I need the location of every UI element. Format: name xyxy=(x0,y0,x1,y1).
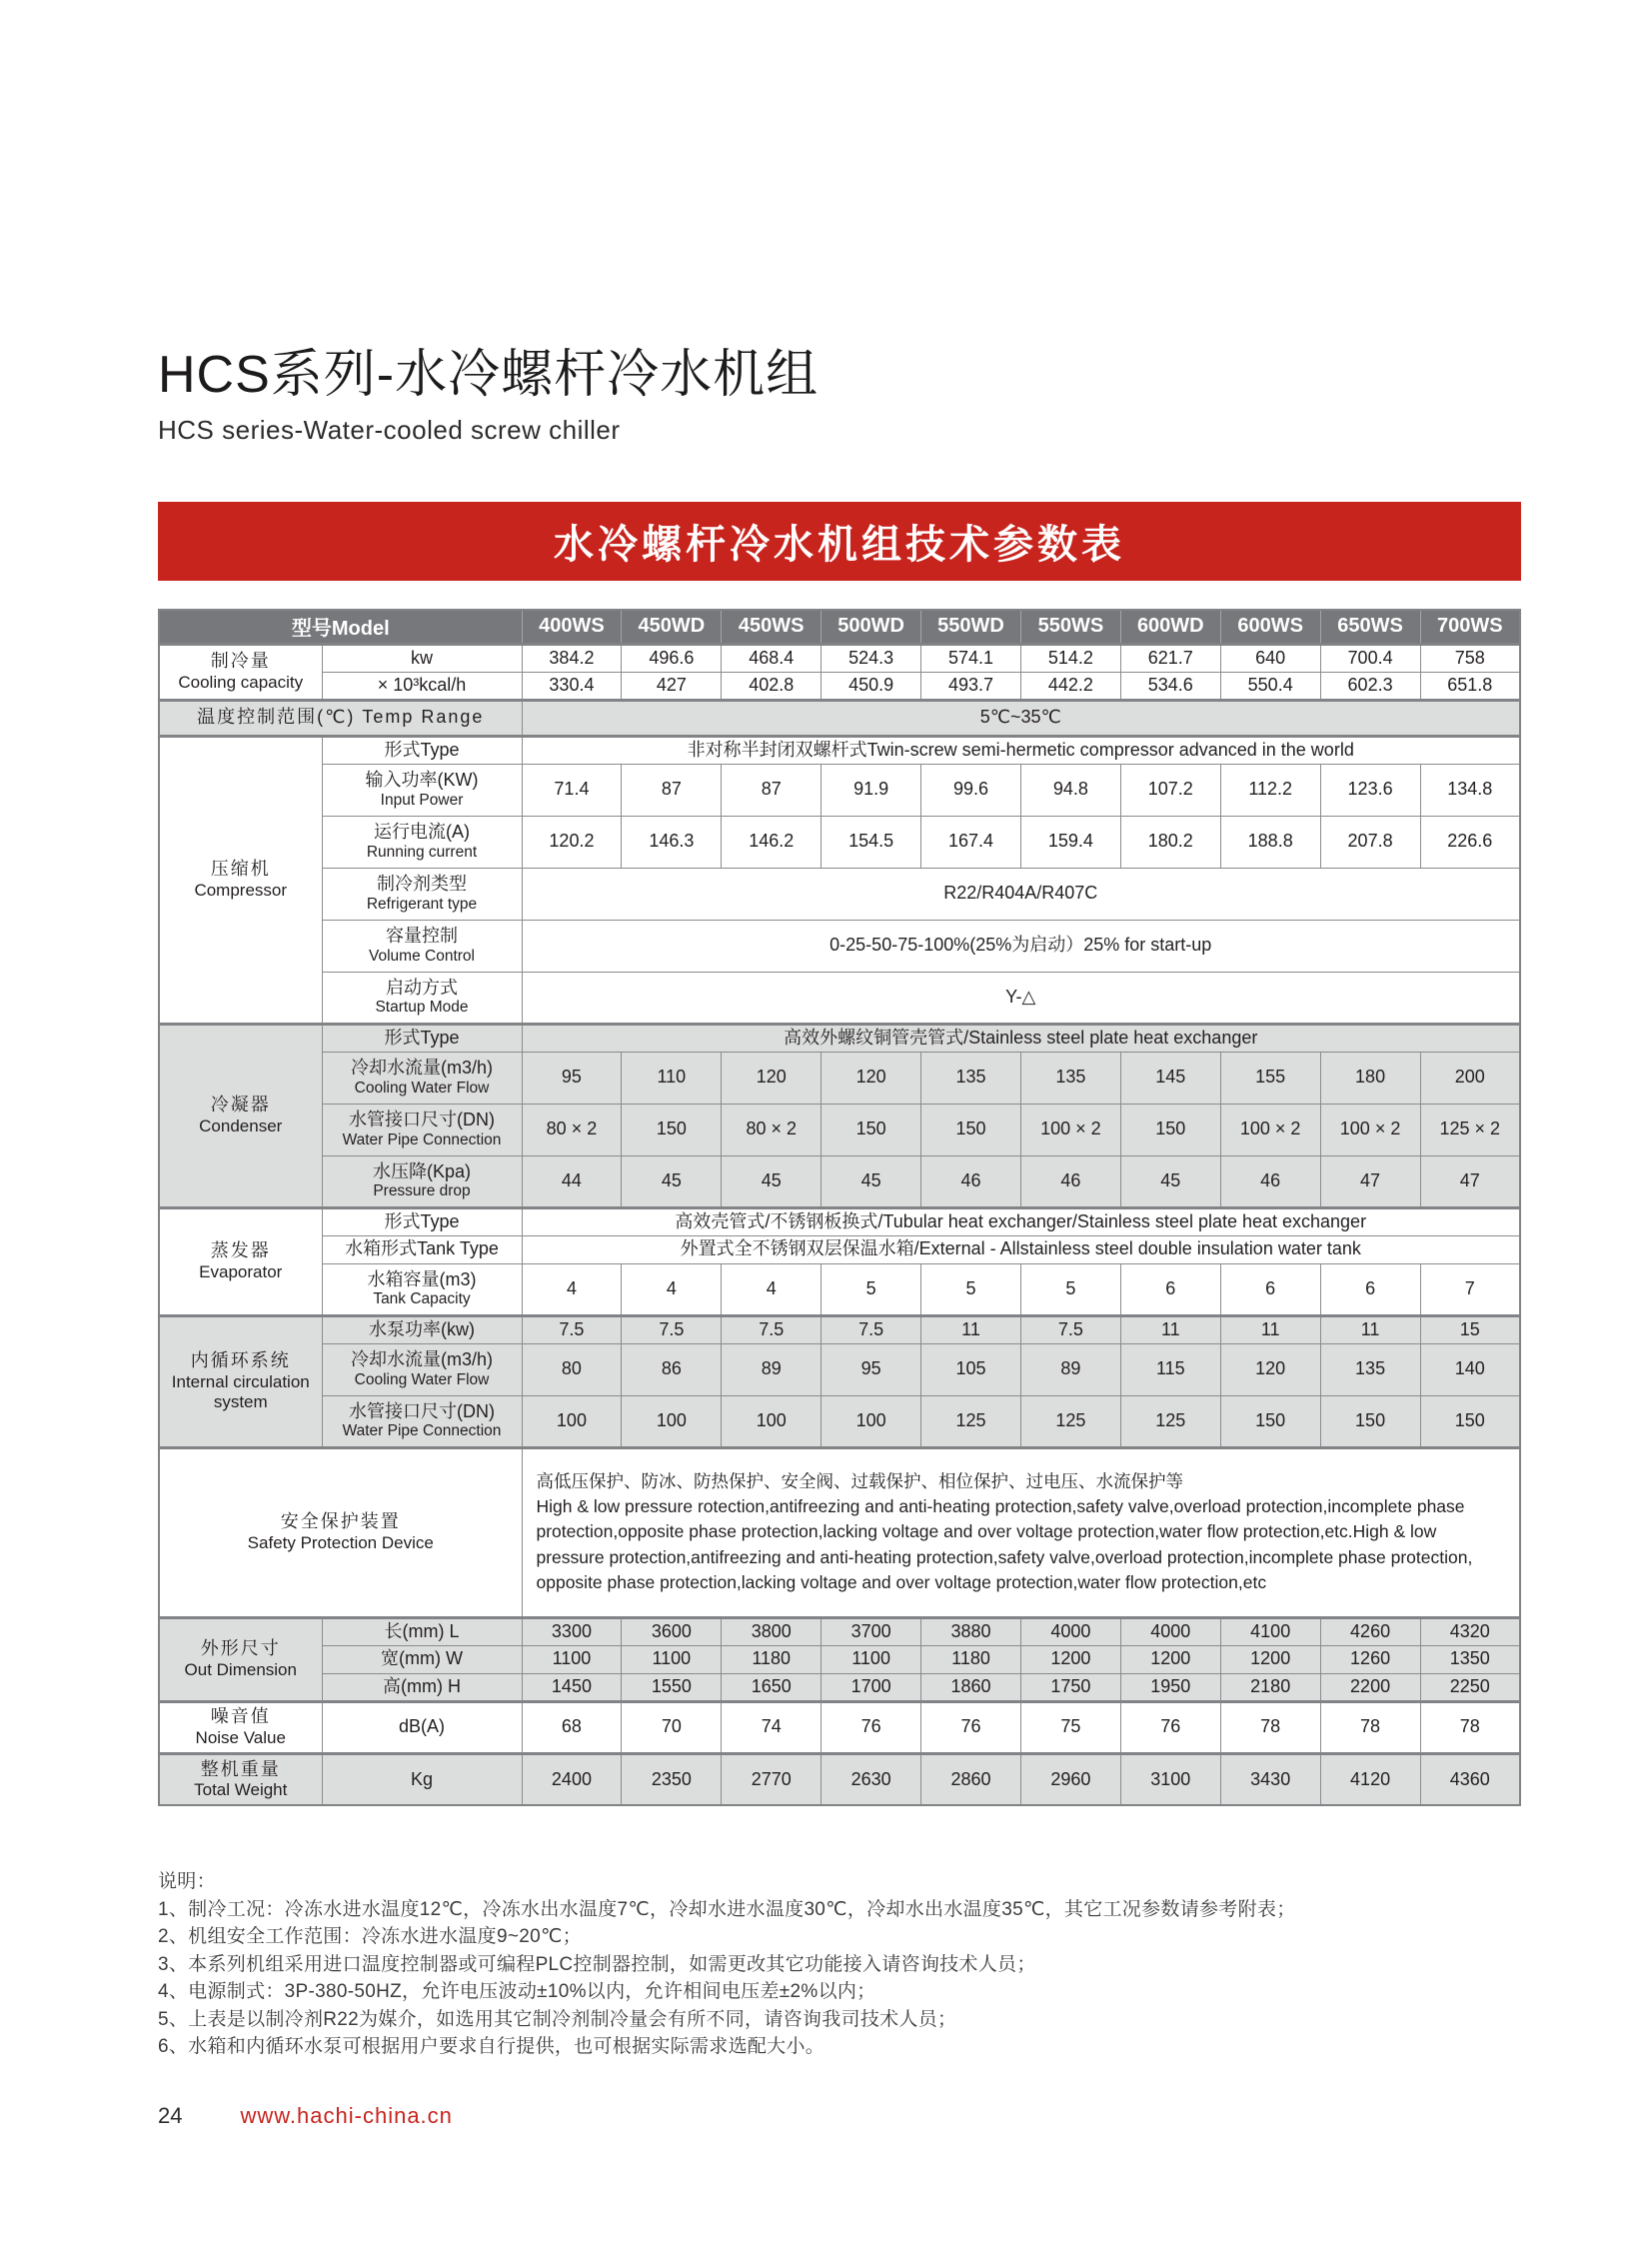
value-cell: 45 xyxy=(822,1155,921,1207)
value-cell: 4000 xyxy=(1020,1617,1120,1645)
value-cell: 6 xyxy=(1320,1263,1420,1315)
value-cell: 4 xyxy=(722,1263,822,1315)
table-row-cooling-capacity xyxy=(159,672,1520,700)
value-cell: 115 xyxy=(1120,1343,1220,1395)
model-header-cell: 450WS xyxy=(722,610,822,645)
value-cell: 468.4 xyxy=(722,644,822,672)
value-cell: 100 xyxy=(822,1395,921,1447)
value-cell: 123.6 xyxy=(1320,764,1420,816)
section-label-cell: 冷凝器 Condenser xyxy=(159,1024,322,1207)
value-cell: 1180 xyxy=(722,1645,822,1673)
value-cell: 5 xyxy=(1020,1263,1120,1315)
value-cell: 145 xyxy=(1120,1052,1220,1104)
value-cell: 78 xyxy=(1320,1701,1420,1753)
value-cell: 621.7 xyxy=(1120,644,1220,672)
table-row-internal-circulation xyxy=(159,1395,1520,1447)
value-cell: 3880 xyxy=(921,1617,1021,1645)
value-cell: 150 xyxy=(1320,1395,1420,1447)
value-cell: 442.2 xyxy=(1020,672,1120,700)
table-row-evaporator xyxy=(159,1207,1520,1235)
page-footer xyxy=(158,2103,1521,2129)
value-cell: 4000 xyxy=(1120,1617,1220,1645)
model-header-cell: 400WS xyxy=(522,610,622,645)
value-cell: 3600 xyxy=(622,1617,722,1645)
value-cell: 1350 xyxy=(1420,1645,1520,1673)
value-cell: 450.9 xyxy=(822,672,921,700)
value-cell: 11 xyxy=(1220,1315,1320,1343)
value-cell: 1260 xyxy=(1320,1645,1420,1673)
value-cell: 47 xyxy=(1320,1155,1420,1207)
row-label-cell: 制冷剂类型 Refrigerant type xyxy=(322,868,522,920)
value-cell: 46 xyxy=(1020,1155,1120,1207)
span-value-cell: 高效壳管式/不锈钢板换式/Tubular heat exchanger/Stainless steel plate heat exchanger xyxy=(522,1207,1520,1235)
span-value-cell: 外置式全不锈钢双层保温水箱/External - Allstainless steel double insulation water tank xyxy=(522,1235,1520,1263)
value-cell: 602.3 xyxy=(1320,672,1420,700)
page-subtitle: HCS series-Water-cooled screw chiller xyxy=(158,414,621,445)
value-cell: 7.5 xyxy=(622,1315,722,1343)
value-cell: 150 xyxy=(1420,1395,1520,1447)
row-label-cell: 水管接口尺寸(DN) Water Pipe Connection xyxy=(322,1395,522,1447)
value-cell: 135 xyxy=(921,1052,1021,1104)
value-cell: 100 xyxy=(622,1395,722,1447)
value-cell: 4260 xyxy=(1320,1617,1420,1645)
row-label-cell: 形式Type xyxy=(322,1024,522,1052)
value-cell: 11 xyxy=(921,1315,1021,1343)
value-cell: 134.8 xyxy=(1420,764,1520,816)
value-cell: 125 xyxy=(921,1395,1021,1447)
value-cell: 1200 xyxy=(1020,1645,1120,1673)
value-cell: 4120 xyxy=(1320,1753,1420,1805)
value-cell: 78 xyxy=(1220,1701,1320,1753)
value-cell: 3100 xyxy=(1120,1753,1220,1805)
value-cell: 188.8 xyxy=(1220,816,1320,868)
value-cell: 496.6 xyxy=(622,644,722,672)
model-header-cell: 550WD xyxy=(921,610,1021,645)
value-cell: 2200 xyxy=(1320,1673,1420,1701)
value-cell: 150 xyxy=(921,1104,1021,1155)
value-cell: 6 xyxy=(1120,1263,1220,1315)
row-label-cell: 宽(mm) W xyxy=(322,1645,522,1673)
value-cell: 1180 xyxy=(921,1645,1021,1673)
table-row-internal-circulation xyxy=(159,1343,1520,1395)
value-cell: 46 xyxy=(921,1155,1021,1207)
value-cell: 4360 xyxy=(1420,1753,1520,1805)
row-label-cell: Kg xyxy=(322,1753,522,1805)
value-cell: 45 xyxy=(622,1155,722,1207)
value-cell: 94.8 xyxy=(1020,764,1120,816)
value-cell: 150 xyxy=(1220,1395,1320,1447)
value-cell: 1100 xyxy=(522,1645,622,1673)
span-value-cell: Y-△ xyxy=(522,972,1520,1024)
catalog-page-content xyxy=(158,0,1521,2129)
value-cell: 7.5 xyxy=(1020,1315,1120,1343)
model-header-cell: 550WS xyxy=(1020,610,1120,645)
span-value-cell: R22/R404A/R407C xyxy=(522,868,1520,920)
note-item: 6、水箱和内循环水泵可根据用户要求自行提供，也可根据实际需求选配大小。 xyxy=(158,2036,826,2058)
table-row-cooling-capacity xyxy=(159,644,1520,672)
value-cell: 758 xyxy=(1420,644,1520,672)
value-cell: 76 xyxy=(822,1701,921,1753)
row-label-cell: 水泵功率(kw) xyxy=(322,1315,522,1343)
value-cell: 100 × 2 xyxy=(1320,1104,1420,1155)
row-label-cell: 高(mm) H xyxy=(322,1673,522,1701)
value-cell: 330.4 xyxy=(522,672,622,700)
value-cell: 91.9 xyxy=(822,764,921,816)
value-cell: 135 xyxy=(1020,1052,1120,1104)
value-cell: 402.8 xyxy=(722,672,822,700)
value-cell: 167.4 xyxy=(921,816,1021,868)
section-label-cell: 制冷量 Cooling capacity xyxy=(159,644,322,700)
value-cell: 384.2 xyxy=(522,644,622,672)
row-label-cell: 冷却水流量(m3/h) Cooling Water Flow xyxy=(322,1052,522,1104)
value-cell: 1750 xyxy=(1020,1673,1120,1701)
table-row-condenser xyxy=(159,1052,1520,1104)
value-cell: 125 xyxy=(1020,1395,1120,1447)
model-header-cell: 600WS xyxy=(1220,610,1320,645)
note-item: 1、制冷工况：冷冻水进水温度12℃，冷冻水出水温度7℃，冷却水进水温度30℃，冷却水出水温度35℃，其它工况参数请参考附表； xyxy=(158,1898,1296,1920)
table-row-condenser xyxy=(159,1024,1520,1052)
note-item: 5、上表是以制冷剂R22为媒介，如选用其它制冷剂制冷量会有所不同，请咨询我司技术人员； xyxy=(158,2008,957,2030)
row-label-cell: 水箱形式Tank Type xyxy=(322,1235,522,1263)
value-cell: 125 xyxy=(1120,1395,1220,1447)
value-cell: 86 xyxy=(622,1343,722,1395)
value-cell: 524.3 xyxy=(822,644,921,672)
value-cell: 1650 xyxy=(722,1673,822,1701)
model-header-cell: 600WD xyxy=(1120,610,1220,645)
value-cell: 120 xyxy=(1220,1343,1320,1395)
table-row-evaporator xyxy=(159,1263,1520,1315)
value-cell: 7.5 xyxy=(522,1315,622,1343)
value-cell: 3700 xyxy=(822,1617,921,1645)
value-cell: 110 xyxy=(622,1052,722,1104)
value-cell: 80 × 2 xyxy=(522,1104,622,1155)
value-cell: 150 xyxy=(622,1104,722,1155)
value-cell: 15 xyxy=(1420,1315,1520,1343)
value-cell: 574.1 xyxy=(921,644,1021,672)
row-label-cell: 水压降(Kpa) Pressure drop xyxy=(322,1155,522,1207)
section-label-cell: 温度控制范围(℃) Temp Range xyxy=(159,700,522,736)
value-cell: 7 xyxy=(1420,1263,1520,1315)
value-cell: 100 × 2 xyxy=(1020,1104,1120,1155)
model-header-cell: 700WS xyxy=(1420,610,1520,645)
value-cell: 3430 xyxy=(1220,1753,1320,1805)
row-label-cell: kw xyxy=(322,644,522,672)
page-title: HCS系列-水冷螺杆冷水机组 xyxy=(158,346,820,404)
value-cell: 87 xyxy=(722,764,822,816)
value-cell: 6 xyxy=(1220,1263,1320,1315)
value-cell: 4100 xyxy=(1220,1617,1320,1645)
section-label-cell: 外形尺寸 Out Dimension xyxy=(159,1617,322,1701)
table-row-condenser xyxy=(159,1155,1520,1207)
section-banner xyxy=(158,502,1521,581)
value-cell: 75 xyxy=(1020,1701,1120,1753)
value-cell: 89 xyxy=(722,1343,822,1395)
value-cell: 89 xyxy=(1020,1343,1120,1395)
value-cell: 154.5 xyxy=(822,816,921,868)
banner-title: 水冷螺杆冷水机组技术参数表 xyxy=(554,522,1125,567)
value-cell: 5 xyxy=(921,1263,1021,1315)
value-cell: 45 xyxy=(1120,1155,1220,1207)
span-value-cell: 高低压保护、防冰、防热保护、安全阀、过载保护、相位保护、过电压、水流保护等 High & low pressure rotection,antifreezing and anti-heating protection,safety valve,overload protection,incomplete phase protection,opposite phase protection,lacking voltage and over voltage protection,water flow protection,etc.High & low pressure protection,antifreezing and anti-heating protection,safety valve,overload protection,incomplete phase protection, opposite phase protection,lacking voltage and over voltage protection,water flow protection,etc xyxy=(522,1447,1520,1617)
value-cell: 76 xyxy=(1120,1701,1220,1753)
section-label-cell: 压缩机 Compressor xyxy=(159,736,322,1024)
value-cell: 46 xyxy=(1220,1155,1320,1207)
row-label-cell: 形式Type xyxy=(322,1207,522,1235)
value-cell: 651.8 xyxy=(1420,672,1520,700)
row-label-cell: 形式Type xyxy=(322,736,522,764)
value-cell: 2860 xyxy=(921,1753,1021,1805)
table-row-compressor xyxy=(159,736,1520,764)
value-cell: 47 xyxy=(1420,1155,1520,1207)
spec-table xyxy=(158,609,1521,1807)
value-cell: 140 xyxy=(1420,1343,1520,1395)
model-header-cell: 型号Model xyxy=(159,610,522,645)
section-label-cell: 内循环系统 Internal circulation system xyxy=(159,1315,322,1447)
notes-heading: 说明： xyxy=(158,1871,216,1893)
value-cell: 146.2 xyxy=(722,816,822,868)
row-label-cell: 容量控制 Volume Control xyxy=(322,920,522,972)
model-header-cell: 650WS xyxy=(1320,610,1420,645)
value-cell: 550.4 xyxy=(1220,672,1320,700)
value-cell: 4 xyxy=(622,1263,722,1315)
value-cell: 1200 xyxy=(1120,1645,1220,1673)
table-row-compressor xyxy=(159,920,1520,972)
row-label-cell: dB(A) xyxy=(322,1701,522,1753)
value-cell: 76 xyxy=(921,1701,1021,1753)
value-cell: 1100 xyxy=(822,1645,921,1673)
span-value-cell: 5℃~35℃ xyxy=(522,700,1520,736)
table-row-out-dimension xyxy=(159,1673,1520,1701)
value-cell: 70 xyxy=(622,1701,722,1753)
table-row-compressor xyxy=(159,972,1520,1024)
value-cell: 1550 xyxy=(622,1673,722,1701)
value-cell: 3300 xyxy=(522,1617,622,1645)
span-value-cell: 0-25-50-75-100%(25%为启动）25% for start-up xyxy=(522,920,1520,972)
row-label-cell: 水管接口尺寸(DN) Water Pipe Connection xyxy=(322,1104,522,1155)
value-cell: 2350 xyxy=(622,1753,722,1805)
value-cell: 2400 xyxy=(522,1753,622,1805)
value-cell: 107.2 xyxy=(1120,764,1220,816)
notes-block xyxy=(158,1868,1521,2061)
value-cell: 640 xyxy=(1220,644,1320,672)
table-row-out-dimension xyxy=(159,1645,1520,1673)
note-item: 3、本系列机组采用进口温度控制器或可编程PLC控制器控制，如需更改其它功能接入请咨询技术人员； xyxy=(158,1953,1036,1975)
table-row-compressor xyxy=(159,868,1520,920)
value-cell: 226.6 xyxy=(1420,816,1520,868)
table-row-total-weight xyxy=(159,1753,1520,1805)
value-cell: 78 xyxy=(1420,1701,1520,1753)
note-item: 4、电源制式：3P-380-50HZ，允许电压波动±10%以内，允许相间电压差±2%以内； xyxy=(158,1981,876,2003)
value-cell: 74 xyxy=(722,1701,822,1753)
value-cell: 514.2 xyxy=(1020,644,1120,672)
table-row-temp-range xyxy=(159,700,1520,736)
note-item: 2、机组安全工作范围：冷冻水进水温度9~20℃； xyxy=(158,1926,582,1948)
value-cell: 1700 xyxy=(822,1673,921,1701)
value-cell: 4 xyxy=(522,1263,622,1315)
value-cell: 99.6 xyxy=(921,764,1021,816)
value-cell: 207.8 xyxy=(1320,816,1420,868)
table-row-condenser xyxy=(159,1104,1520,1155)
section-label-cell: 整机重量 Total Weight xyxy=(159,1753,322,1805)
table-row-safety-protection xyxy=(159,1447,1520,1617)
value-cell: 1950 xyxy=(1120,1673,1220,1701)
row-label-cell: 水箱容量(m3) Tank Capacity xyxy=(322,1263,522,1315)
value-cell: 180 xyxy=(1320,1052,1420,1104)
table-row-out-dimension xyxy=(159,1617,1520,1645)
row-label-cell: 启动方式 Startup Mode xyxy=(322,972,522,1024)
value-cell: 100 xyxy=(522,1395,622,1447)
value-cell: 2630 xyxy=(822,1753,921,1805)
value-cell: 100 × 2 xyxy=(1220,1104,1320,1155)
value-cell: 155 xyxy=(1220,1052,1320,1104)
value-cell: 80 xyxy=(522,1343,622,1395)
value-cell: 71.4 xyxy=(522,764,622,816)
notes-list xyxy=(158,1896,1521,2061)
value-cell: 120.2 xyxy=(522,816,622,868)
value-cell: 700.4 xyxy=(1320,644,1420,672)
value-cell: 80 × 2 xyxy=(722,1104,822,1155)
footer-website: www.hachi-china.cn xyxy=(240,2102,453,2128)
value-cell: 5 xyxy=(822,1263,921,1315)
table-header-row xyxy=(159,610,1520,645)
value-cell: 105 xyxy=(921,1343,1021,1395)
table-row-evaporator xyxy=(159,1235,1520,1263)
value-cell: 11 xyxy=(1120,1315,1220,1343)
row-label-cell: 冷却水流量(m3/h) Cooling Water Flow xyxy=(322,1343,522,1395)
value-cell: 2180 xyxy=(1220,1673,1320,1701)
value-cell: 146.3 xyxy=(622,816,722,868)
value-cell: 200 xyxy=(1420,1052,1520,1104)
row-label-cell: 输入功率(KW) Input Power xyxy=(322,764,522,816)
value-cell: 180.2 xyxy=(1120,816,1220,868)
value-cell: 2770 xyxy=(722,1753,822,1805)
value-cell: 3800 xyxy=(722,1617,822,1645)
row-label-cell: 运行电流(A) Running current xyxy=(322,816,522,868)
value-cell: 120 xyxy=(822,1052,921,1104)
model-header-cell: 500WD xyxy=(822,610,921,645)
table-row-compressor xyxy=(159,816,1520,868)
value-cell: 120 xyxy=(722,1052,822,1104)
value-cell: 45 xyxy=(722,1155,822,1207)
value-cell: 68 xyxy=(522,1701,622,1753)
section-label-cell: 安全保护装置 Safety Protection Device xyxy=(159,1447,522,1617)
section-label-cell: 蒸发器 Evaporator xyxy=(159,1207,322,1315)
value-cell: 1100 xyxy=(622,1645,722,1673)
value-cell: 159.4 xyxy=(1020,816,1120,868)
table-row-internal-circulation xyxy=(159,1315,1520,1343)
value-cell: 534.6 xyxy=(1120,672,1220,700)
table-row-noise-value xyxy=(159,1701,1520,1753)
span-value-cell: 非对称半封闭双螺杆式Twin-screw semi-hermetic compressor advanced in the world xyxy=(522,736,1520,764)
value-cell: 1200 xyxy=(1220,1645,1320,1673)
value-cell: 150 xyxy=(1120,1104,1220,1155)
value-cell: 150 xyxy=(822,1104,921,1155)
row-label-cell: 长(mm) L xyxy=(322,1617,522,1645)
value-cell: 125 × 2 xyxy=(1420,1104,1520,1155)
value-cell: 493.7 xyxy=(921,672,1021,700)
span-value-cell: 高效外螺纹铜管壳管式/Stainless steel plate heat exchanger xyxy=(522,1024,1520,1052)
value-cell: 7.5 xyxy=(722,1315,822,1343)
value-cell: 44 xyxy=(522,1155,622,1207)
value-cell: 87 xyxy=(622,764,722,816)
section-label-cell: 噪音值 Noise Value xyxy=(159,1701,322,1753)
value-cell: 7.5 xyxy=(822,1315,921,1343)
value-cell: 4320 xyxy=(1420,1617,1520,1645)
table-row-compressor xyxy=(159,764,1520,816)
value-cell: 95 xyxy=(822,1343,921,1395)
value-cell: 95 xyxy=(522,1052,622,1104)
model-header-cell: 450WD xyxy=(622,610,722,645)
value-cell: 427 xyxy=(622,672,722,700)
value-cell: 2960 xyxy=(1020,1753,1120,1805)
footer-page-number: 24 xyxy=(158,2102,183,2128)
value-cell: 11 xyxy=(1320,1315,1420,1343)
row-label-cell: × 10³kcal/h xyxy=(322,672,522,700)
value-cell: 1450 xyxy=(522,1673,622,1701)
value-cell: 135 xyxy=(1320,1343,1420,1395)
value-cell: 112.2 xyxy=(1220,764,1320,816)
value-cell: 1860 xyxy=(921,1673,1021,1701)
value-cell: 2250 xyxy=(1420,1673,1520,1701)
value-cell: 100 xyxy=(722,1395,822,1447)
